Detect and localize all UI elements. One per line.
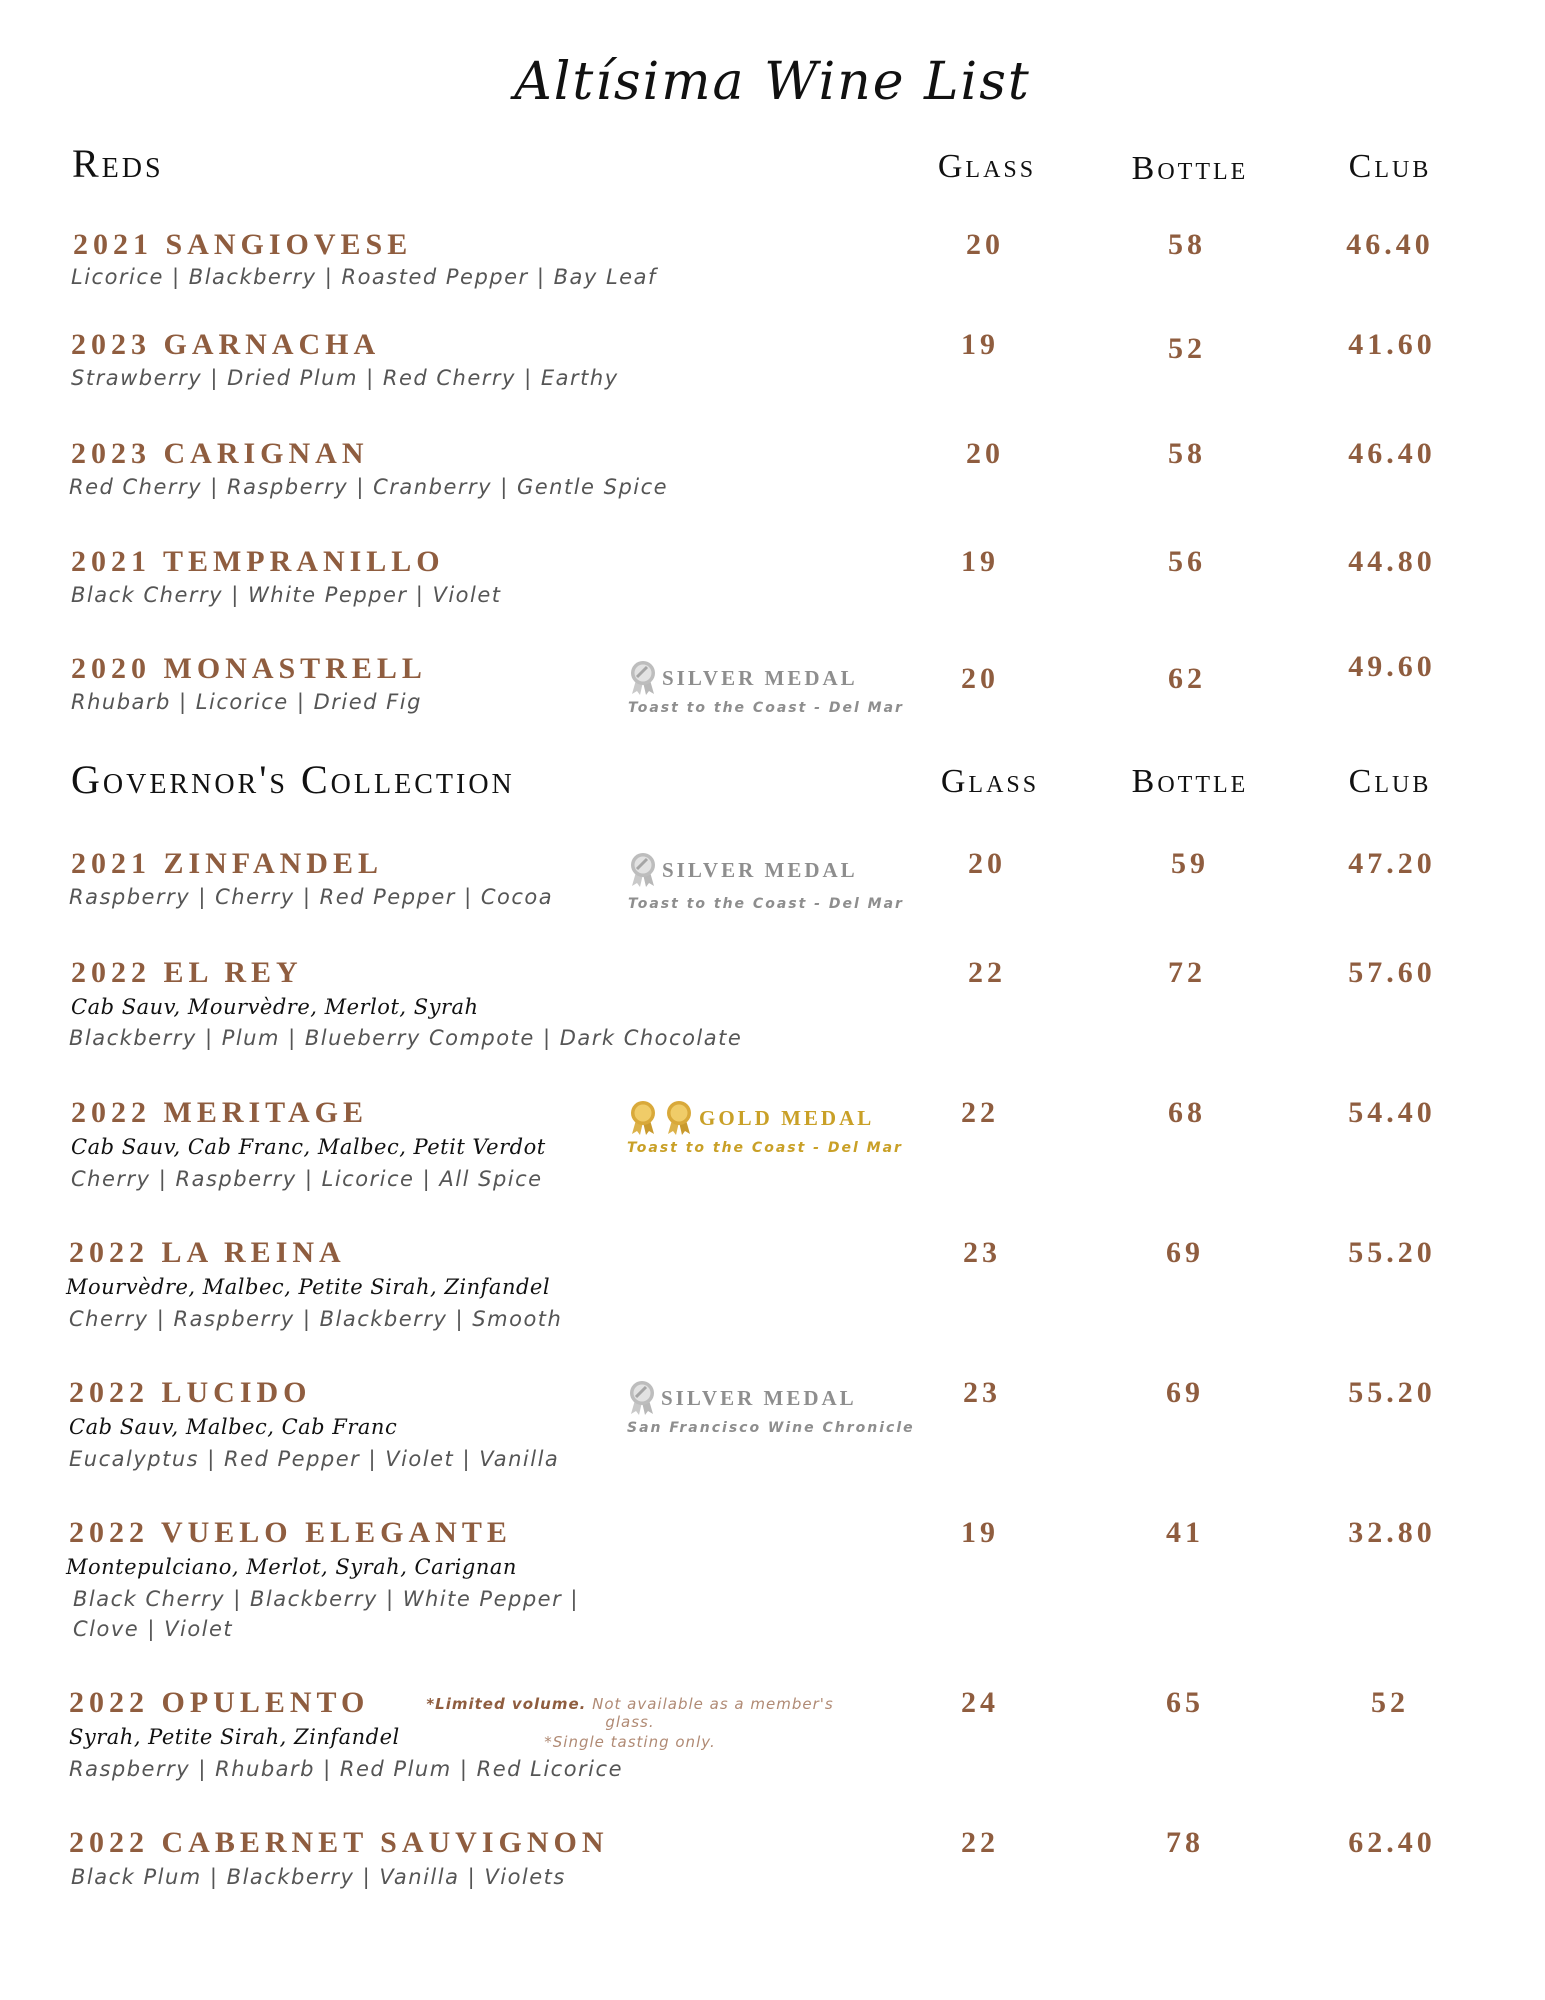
tasting-notes: Raspberry | Rhubarb | Red Plum | Red Licorice xyxy=(69,1757,623,1781)
tasting-notes: Raspberry | Cherry | Red Pepper | Cocoa xyxy=(69,885,554,909)
price-club: 32.80 xyxy=(1348,1516,1436,1549)
tasting-notes-continued: Clove | Violet xyxy=(73,1617,234,1641)
grape-varieties: Syrah, Petite Sirah, Zinfandel xyxy=(69,1725,400,1749)
tasting-notes: Rhubarb | Licorice | Dried Fig xyxy=(71,690,422,714)
tasting-notes: Cherry | Raspberry | Licorice | All Spice xyxy=(71,1167,543,1191)
price-club: 44.80 xyxy=(1348,545,1436,578)
price-bottle: 78 xyxy=(1166,1826,1204,1859)
price-glass: 22 xyxy=(968,956,1006,989)
footnote-line2: *Single tasting only. xyxy=(544,1733,716,1751)
price-club: 54.40 xyxy=(1348,1096,1436,1129)
silver-medal-icon xyxy=(628,660,658,696)
price-club: 57.60 xyxy=(1348,956,1436,989)
tasting-notes: Cherry | Raspberry | Blackberry | Smooth xyxy=(69,1307,563,1331)
wine-name: 2022 VUELO ELEGANTE xyxy=(69,1516,512,1549)
price-club: 49.60 xyxy=(1348,650,1436,683)
grape-varieties: Cab Sauv, Cab Franc, Malbec, Petit Verdot xyxy=(71,1135,546,1159)
grape-varieties: Cab Sauv, Malbec, Cab Franc xyxy=(69,1415,398,1439)
price-bottle: 56 xyxy=(1168,545,1206,578)
price-club: 41.60 xyxy=(1348,328,1436,361)
gold-medal-icon xyxy=(663,1100,695,1136)
price-bottle: 59 xyxy=(1171,847,1209,880)
wine-name: 2021 ZINFANDEL xyxy=(71,847,383,880)
grape-varieties: Montepulciano, Merlot, Syrah, Carignan xyxy=(66,1555,517,1579)
wine-name: 2023 GARNACHA xyxy=(71,328,381,361)
price-glass: 20 xyxy=(966,437,1004,470)
price-glass: 19 xyxy=(961,328,999,361)
wine-name: 2022 CABERNET SAUVIGNON xyxy=(69,1826,609,1859)
wine-name: 2022 OPULENTO xyxy=(69,1686,370,1719)
gold-medal-badge xyxy=(627,1100,903,1156)
wine-name: 2022 LA REINA xyxy=(69,1236,346,1269)
price-bottle: 62 xyxy=(1168,662,1206,695)
wine-name: 2022 EL REY xyxy=(71,956,303,989)
price-bottle: 72 xyxy=(1168,956,1206,989)
price-bottle: 69 xyxy=(1166,1376,1204,1409)
wine-name: 2023 CARIGNAN xyxy=(71,437,369,470)
price-glass: 24 xyxy=(961,1686,999,1719)
silver-medal-badge xyxy=(627,1380,915,1436)
price-bottle: 68 xyxy=(1168,1096,1206,1129)
section-title-governors-collection: Governor's Collection xyxy=(71,757,515,802)
price-club: 55.20 xyxy=(1348,1376,1436,1409)
wine-name: 2021 SANGIOVESE xyxy=(73,228,413,261)
section-title-reds: Reds xyxy=(72,141,164,186)
medal-label: SILVER MEDAL xyxy=(662,857,858,882)
price-bottle: 65 xyxy=(1166,1686,1204,1719)
column-header-glass: Glass xyxy=(937,148,1037,185)
limited-volume-footnote xyxy=(400,1695,860,1751)
gold-medal-icon xyxy=(627,1100,659,1136)
tasting-notes: Strawberry | Dried Plum | Red Cherry | Earthy xyxy=(71,366,619,390)
tasting-notes: Eucalyptus | Red Pepper | Violet | Vanilla xyxy=(69,1447,560,1471)
silver-medal-icon xyxy=(628,852,658,888)
price-bottle: 69 xyxy=(1166,1236,1204,1269)
tasting-notes: Black Plum | Blackberry | Vanilla | Violets xyxy=(71,1865,566,1889)
price-bottle: 58 xyxy=(1168,228,1206,261)
price-club: 46.40 xyxy=(1346,228,1434,261)
tasting-notes: Black Cherry | White Pepper | Violet xyxy=(71,583,502,607)
grape-varieties: Cab Sauv, Mourvèdre, Merlot, Syrah xyxy=(71,995,479,1019)
wine-name: 2021 TEMPRANILLO xyxy=(71,545,445,578)
medal-source: San Francisco Wine Chronicle xyxy=(627,1420,915,1436)
price-glass: 23 xyxy=(963,1236,1001,1269)
silver-medal-badge xyxy=(628,660,904,716)
footnote-bold: *Limited volume. xyxy=(426,1695,587,1713)
price-glass: 23 xyxy=(963,1376,1001,1409)
medal-label: GOLD MEDAL xyxy=(699,1105,875,1130)
grape-varieties: Mourvèdre, Malbec, Petite Sirah, Zinfandel xyxy=(66,1275,551,1299)
silver-medal-icon xyxy=(627,1380,657,1416)
price-glass: 20 xyxy=(966,228,1004,261)
tasting-notes: Red Cherry | Raspberry | Cranberry | Gentle Spice xyxy=(69,475,669,499)
price-club: 46.40 xyxy=(1348,437,1436,470)
column-header-bottle: Bottle xyxy=(1131,763,1249,800)
column-header-bottle: Bottle xyxy=(1131,150,1249,187)
price-club: 47.20 xyxy=(1348,847,1436,880)
column-header-club: Club xyxy=(1348,148,1432,185)
page-title: Altísima Wine List xyxy=(514,52,1031,112)
silver-medal-badge xyxy=(628,852,904,912)
price-club: 55.20 xyxy=(1348,1236,1436,1269)
price-bottle: 41 xyxy=(1166,1516,1204,1549)
price-glass: 20 xyxy=(961,662,999,695)
price-glass: 19 xyxy=(961,545,999,578)
price-glass: 22 xyxy=(961,1096,999,1129)
medal-source: Toast to the Coast - Del Mar xyxy=(628,896,904,912)
price-glass: 20 xyxy=(968,847,1006,880)
medal-source: Toast to the Coast - Del Mar xyxy=(628,700,904,716)
wine-name: 2022 MERITAGE xyxy=(71,1096,368,1129)
price-club: 62.40 xyxy=(1348,1826,1436,1859)
footnote-text: Not available as a member's glass. xyxy=(586,1695,834,1731)
tasting-notes: Black Cherry | Blackberry | White Pepper | xyxy=(73,1587,579,1611)
price-club: 52 xyxy=(1371,1686,1409,1719)
tasting-notes: Blackberry | Plum | Blueberry Compote | Dark Chocolate xyxy=(69,1026,743,1050)
price-glass: 19 xyxy=(961,1516,999,1549)
medal-label: SILVER MEDAL xyxy=(662,665,858,690)
medal-source: Toast to the Coast - Del Mar xyxy=(627,1140,903,1156)
price-bottle: 58 xyxy=(1168,437,1206,470)
price-glass: 22 xyxy=(961,1826,999,1859)
medal-label: SILVER MEDAL xyxy=(661,1385,857,1410)
price-bottle: 52 xyxy=(1168,332,1206,365)
wine-name: 2020 MONASTRELL xyxy=(71,652,427,685)
tasting-notes: Licorice | Blackberry | Roasted Pepper | Bay Leaf xyxy=(71,265,657,289)
column-header-club: Club xyxy=(1348,763,1432,800)
wine-name: 2022 LUCIDO xyxy=(69,1376,312,1409)
column-header-glass: Glass xyxy=(940,763,1040,800)
